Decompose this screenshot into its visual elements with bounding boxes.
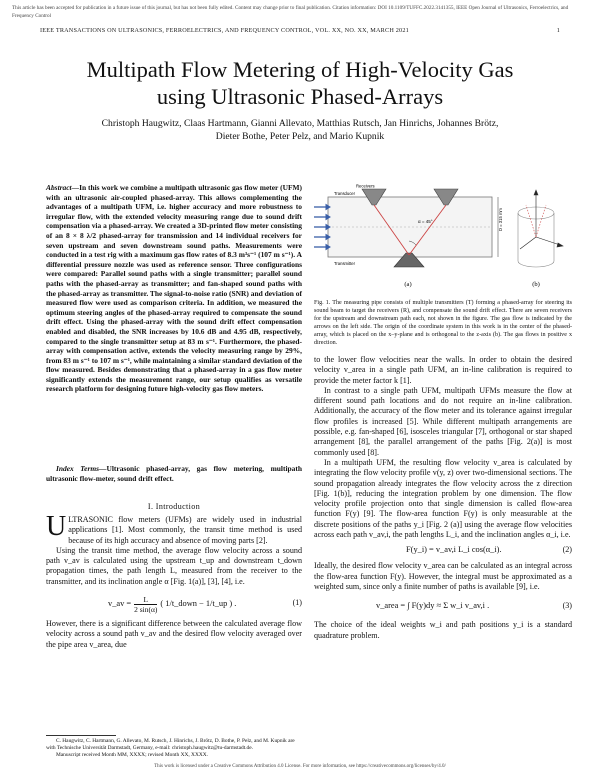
equation-2	[314, 542, 572, 559]
paper-title	[20, 56, 580, 110]
footnote-affiliation: C. Haugwitz, C. Hartmann, G. Allevato, M. Rutsch, J. Hinrichs, J. Brötz, D. Bothe, P. Pelz, and M. Kupnik are with Technische Universität Darmstadt, Germany, e-mail: christoph.haugwitz@tu-darmstadt.de.	[46, 738, 295, 751]
intro-body	[46, 511, 302, 650]
figure-1	[314, 183, 572, 295]
authors-line-2: Dieter Bothe, Peter Pelz, and Mario Kupnik	[215, 130, 385, 142]
running-head	[40, 27, 560, 34]
title-line-2: using Ultrasonic Phased-Arrays	[156, 84, 444, 109]
abstract-text: In this work we combine a multipath ultrasonic gas flow meter (UFM) with an ultrasonic air-coupled phased-array. This allows complementing the advantages of a multipath UFM, i.e. higher accuracy and more robustness to irregular flow, with the extended velocity measuring range due to sound drift compensation via a phased-array. We created a 3D-printed flow meter consisting of an 8 × 8 λ/2 phased-array for transmission and 14 individual receivers for seven upstream and seven downstream sound paths. Measurements were conducted in a test rig with a maximum gas flow rates of 8.3 m³s⁻¹ (107 m s⁻¹). A differential pressure nozzle was used as reference sensor. Three configurations were compared: Parallel sound paths with a single transmitter; parallel sound paths with the phased-array as transmitter; and fan-shaped sound paths with the phased-array as transmitter. The signal-to-noise ratio (SNR) and deviation of measured flow were used as comparison criteria. In addition, we measured the optimum steering angles of the phased-array required to compensate the sound drift effect. Using the phased-array with the sound drift effect compensation enabled and disabled, the SNR increases by 10.6 dB and 4.95 dB, respectively, compared to the single transmitter setup at 83 m s⁻¹. Furthermore, the phased-array with compensation active, extends the velocity measuring range by 29%, from 83 m s⁻¹ to 107 m s⁻¹, while maintaining a similar standard deviation of the flow measured. Besides demonstrating that a phased-array in a gas flow meter significantly extends the measurement range, our setup qualifies as versatile research platform for designing future high-velocity gas flow meters.	[46, 183, 302, 394]
publication-note: This article has been accepted for publication in a future issue of this journal, but has not been fully edited. Content may change prior to final publication. Citation information: DOI 10.1109/TUFFC.2022.3141355, IEEE Open Journal of Ultrasonics, Ferroelectrics, and Frequency Control	[12, 5, 569, 19]
figure-1-caption: Fig. 1. The measuring pipe consists of multiple transmitters (T) forming a phased-array for steering its sound beam to target the receivers (R), and compensate the sound drift effect. There are seven receivers for the upstream and downstream path each, not shown in the figure. The gas flow is indicated by the arrows on the left side. The origin of the coordinate system in this work is in the center of the phased-array, which is placed on the x–y-plane and is orthogonal to the z-axis (b). The gas flows in positive x direction.	[314, 300, 572, 346]
dimension-label: D = 315 mm	[498, 208, 503, 231]
title-line-1: Multipath Flow Metering of High-Velocity Gas	[86, 57, 514, 82]
eq1-label: (1)	[292, 598, 302, 608]
index-label: Index Terms—	[56, 464, 107, 473]
coordinate-sketch	[518, 190, 563, 267]
flow-meter-diagram	[314, 183, 572, 295]
footnote-rule	[46, 735, 116, 736]
eq1-fraction	[134, 595, 157, 614]
abstract-label: Abstract—	[46, 183, 80, 192]
footnote-manuscript: Manuscript received Month MM, XXXX; revised Month XX, XXXX.	[56, 752, 208, 758]
eq1-paren: ( 1/t_down − 1/t_up ) .	[160, 599, 237, 609]
equation-1	[46, 589, 302, 617]
right-paragraph-2: In contrast to a single path UFM, multipath UFMs measure the flow at different sound path locations and do not require an in-line calibration. Additionally, the accuracy of the flow meter and its tolerance against irregular flow profiles is increased [5]. While different multipath arrangements are possible, e.g. fan-shaped [6], isosceles triangular [7], orthogonal or star shaped arrangement [8], the parallel arrangement of the paths [Fig. 2(a)] is most commonly used [8].	[314, 385, 572, 457]
abstract	[46, 183, 302, 394]
eq1-numerator: L	[134, 595, 157, 605]
right-paragraph-4: Ideally, the desired flow velocity v_area can be calculated as an integral across the flow-area function F(y). However, the integral must be approximated as a weighted sum, since only a finite number of paths is available [9], i.e.	[314, 561, 572, 591]
right-body	[314, 355, 572, 641]
index-terms	[46, 464, 302, 483]
license-note: This work is licensed under a Creative Commons Attribution 4.0 License. For more information, see https://creativecommons.org/licenses/by/4.0/	[154, 764, 446, 769]
right-paragraph-1: to the lower flow velocities near the walls. In order to obtain the desired velocity v_area in a single path UFM, an in-line calibration is required to provide the meter factor k [1].	[314, 355, 572, 385]
eq3-label: (3)	[562, 601, 572, 611]
index-text: Ultrasonic phased-array, gas flow metering, multipath ultrasonic flow-meter, sound drift effect.	[46, 464, 302, 483]
footnotes	[46, 738, 302, 759]
eq1-denominator: 2 sin(α)	[134, 605, 158, 615]
drop-cap: U	[46, 511, 67, 542]
eq1-lhs: v_av =	[108, 599, 132, 609]
page-number: 1	[556, 27, 560, 34]
eq2-body: F(y_i) = v_av,i L_i cos(α_i).	[406, 545, 502, 555]
subfig-b-label: (b)	[532, 281, 540, 288]
transducer-label: Transducer	[334, 191, 356, 196]
right-paragraph-3: In a multipath UFM, the resulting flow velocity v_area is calculated by integrating the flow velocity profile v(y, z) over two-dimensional sections. The sound propagation already integrates the flow velocity across the z direction [Fig. 1(b)], reducing the integration problem by one dimension. The flow velocity profile projection onto that single dimension is called flow-area function F(y) [9]. The flow-area function F(y) is only measurable at the discrete positions of the paths y_i [Fig. 2 (a)] using the average flow velocities across each path v_av,i, the path lengths L_i, and the inclination angles α_i, i.e.	[314, 457, 572, 540]
intro-paragraph-1: LTRASONIC flow meters (UFMs) are widely used in industrial applications [1]. Most commonly, the transit time method is used because of its high accuracy and absence of moving parts [2].	[68, 515, 302, 545]
authors-line-1: Christoph Haugwitz, Claas Hartmann, Gianni Allevato, Matthias Rutsch, Jan Hinrichs, Johannes Brötz,	[101, 118, 499, 129]
eq3-body: v_area = ∫ F(y)dy ≈ Σ w_i v_av,i .	[376, 601, 490, 611]
intro-paragraph-3: However, there is a significant difference between the calculated average flow velocity across a sound path v_av and the desired flow velocity averaged over the pipe area v_area, due	[46, 619, 302, 649]
eq2-label: (2)	[562, 545, 572, 555]
intro-paragraph-2: Using the transit time method, the average flow velocity across a sound path v_av is calculated using the upstream t_up and downstream t_down propagation times, the path length L, measured from the receiver to the transmitter, and its inclination angle α [Fig. 1(a)], [3], [4], i.e.	[46, 545, 302, 586]
receivers-label: Receivers	[356, 183, 375, 189]
author-list	[30, 118, 570, 143]
subfig-a-label: (a)	[404, 281, 412, 288]
transmitter-label: Transmitter	[334, 261, 356, 266]
angle-label: α = 45°	[418, 219, 433, 224]
right-paragraph-5: The choice of the ideal weights w_i and path positions y_i is a standard quadrature problem.	[314, 620, 572, 640]
journal-header: IEEE TRANSACTIONS ON ULTRASONICS, FERROELECTRICS, AND FREQUENCY CONTROL, VOL. XX, NO. XX, MARCH 2021	[40, 27, 409, 34]
section-heading: I. Introduction	[147, 502, 201, 511]
equation-3	[314, 594, 572, 618]
